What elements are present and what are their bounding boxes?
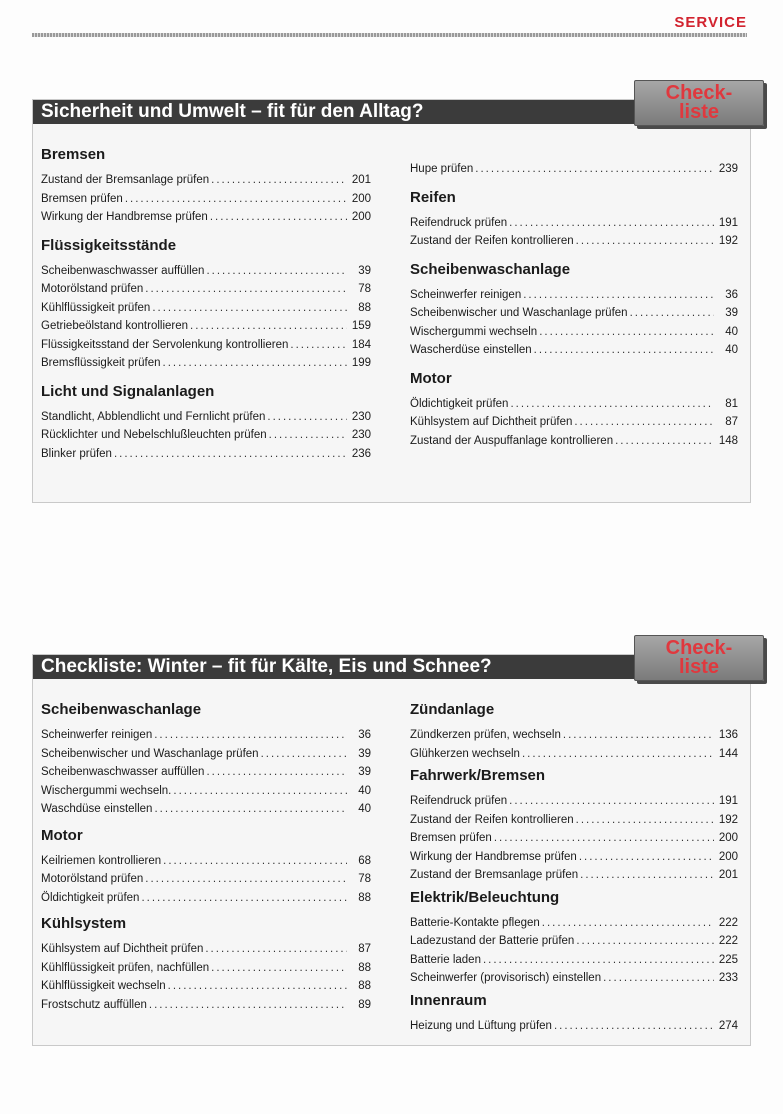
page-number: 199 xyxy=(351,357,371,369)
section xyxy=(41,237,371,373)
item-label: Wascherdüse einstellen xyxy=(410,344,532,356)
checklist-item xyxy=(410,304,738,323)
page-number: 40 xyxy=(725,344,738,356)
page-number: 201 xyxy=(718,869,738,881)
item-label: Zustand der Reifen kontrollieren xyxy=(410,813,574,826)
checklist-item xyxy=(41,782,371,801)
checklist-item xyxy=(410,848,738,867)
leader-dots xyxy=(522,745,714,764)
leader-dots xyxy=(267,408,347,427)
leader-dots xyxy=(206,763,347,782)
item-label: Batterie-Kontakte pflegen xyxy=(410,916,540,929)
page-number: 68 xyxy=(358,854,371,867)
page-number: 40 xyxy=(725,325,738,338)
section-heading: Scheibenwaschanlage xyxy=(41,701,202,718)
item-label: Wischergummi wechseln. xyxy=(41,784,172,797)
leader-dots xyxy=(114,445,347,464)
item-label: Zustand der Bremsanlage prüfen xyxy=(410,869,579,881)
page-number: 200 xyxy=(351,211,371,223)
checklist-item xyxy=(410,866,738,885)
checklist-item xyxy=(410,914,738,933)
checklist-item xyxy=(410,160,738,179)
leader-dots xyxy=(576,811,714,830)
leader-dots xyxy=(509,214,714,233)
item-label: Motorölstand prüfen xyxy=(41,873,144,885)
section-heading: Scheibenwaschanlage xyxy=(410,260,571,278)
page-number: 184 xyxy=(351,338,371,351)
page-number: 144 xyxy=(718,747,738,760)
page-number: 230 xyxy=(351,410,371,423)
item-label: Wischergummi wechseln xyxy=(410,325,538,338)
item-label: Scheibenwaschwasser auffüllen xyxy=(41,766,205,778)
leader-dots xyxy=(483,951,714,970)
page-number: 191 xyxy=(718,795,738,807)
page-number: 200 xyxy=(718,850,738,863)
checklist-item xyxy=(410,323,738,342)
leader-dots xyxy=(125,190,347,209)
page-number: 230 xyxy=(351,429,371,441)
page-number: 88 xyxy=(358,961,371,974)
checklist-item xyxy=(410,969,738,988)
page-number: 88 xyxy=(358,891,371,904)
page-number: 87 xyxy=(358,943,371,955)
leader-dots xyxy=(154,726,347,745)
leader-dots xyxy=(206,262,347,281)
section xyxy=(41,701,371,819)
checklist-item xyxy=(41,996,371,1015)
leader-dots xyxy=(539,323,714,342)
item-label: Getriebeölstand kontrollieren xyxy=(41,320,189,332)
page-number: 40 xyxy=(358,803,371,815)
leader-dots xyxy=(603,969,714,988)
left-column xyxy=(41,146,371,463)
leader-dots xyxy=(542,914,714,933)
leader-dots xyxy=(210,208,347,227)
item-label: Waschdüse einstellen xyxy=(41,803,153,815)
page-number: 36 xyxy=(358,729,371,741)
leader-dots xyxy=(149,996,347,1015)
checklist-item xyxy=(410,432,738,451)
leader-dots xyxy=(145,870,347,889)
checklist-item xyxy=(41,336,371,355)
checklist-badge xyxy=(634,80,764,126)
page-number: 136 xyxy=(718,729,738,741)
checklist-item xyxy=(410,726,738,745)
item-label: Bremsen prüfen xyxy=(410,832,492,844)
checklist-item xyxy=(41,852,371,871)
page-number: 200 xyxy=(718,832,738,844)
page-number: 191 xyxy=(718,216,738,229)
item-label: Kühlflüssigkeit wechseln xyxy=(41,980,166,992)
page-number: 40 xyxy=(358,784,371,797)
page-number: 39 xyxy=(725,307,738,319)
checklist-item xyxy=(410,951,738,970)
page-number: 192 xyxy=(718,813,738,826)
page-number: 201 xyxy=(351,174,371,186)
checklist-item xyxy=(41,745,371,764)
leader-dots xyxy=(290,336,347,355)
page-number: 81 xyxy=(725,397,738,410)
leader-dots xyxy=(475,160,714,179)
left-column xyxy=(41,701,371,1014)
page-number: 148 xyxy=(718,434,738,447)
section xyxy=(410,160,738,179)
item-label: Standlicht, Abblendlicht und Fernlicht prüfen xyxy=(41,410,266,423)
leader-dots xyxy=(163,354,347,373)
section xyxy=(41,827,371,908)
item-label: Zustand der Reifen kontrollieren xyxy=(410,235,574,247)
badge-line1: Check- xyxy=(665,82,733,104)
checklist-item xyxy=(41,940,371,959)
section-heading: Reifen xyxy=(410,188,456,206)
item-label: Reifendruck prüfen xyxy=(410,216,508,229)
page-number: 89 xyxy=(358,998,371,1011)
item-label: Frostschutz auffüllen xyxy=(41,998,147,1011)
checklist-item xyxy=(41,299,371,318)
page-number: 239 xyxy=(718,163,738,175)
page-number: 78 xyxy=(358,283,371,295)
item-label: Zustand der Bremsanlage prüfen xyxy=(41,174,210,186)
item-label: Zündkerzen prüfen, wechseln xyxy=(410,729,561,741)
section xyxy=(410,261,738,360)
item-label: Keilriemen kontrollieren xyxy=(41,854,162,867)
checklist-item xyxy=(41,977,371,996)
page-number: 222 xyxy=(718,935,738,947)
section xyxy=(410,767,738,885)
item-label: Kühlsystem auf Dichtheit prüfen xyxy=(410,416,573,428)
checklist-item xyxy=(410,214,738,233)
right-column xyxy=(410,701,738,1035)
section xyxy=(410,992,738,1036)
page-number: 222 xyxy=(718,916,738,929)
leader-dots xyxy=(190,317,347,336)
section-heading: Kühlsystem xyxy=(41,915,127,932)
leader-dots xyxy=(494,829,714,848)
leader-dots xyxy=(523,286,714,305)
page-number: 233 xyxy=(718,972,738,984)
item-label: Scheinwerfer (provisorisch) einstellen xyxy=(410,972,602,984)
service-header: SERVICE xyxy=(674,14,747,31)
page-number: 39 xyxy=(358,264,371,277)
checklist-badge xyxy=(634,635,764,681)
leader-dots xyxy=(576,232,714,251)
leader-dots xyxy=(574,413,714,432)
section xyxy=(410,889,738,988)
checklist-item xyxy=(41,870,371,889)
item-label: Scheibenwischer und Waschanlage prüfen xyxy=(410,307,628,319)
page-number: 88 xyxy=(358,980,371,992)
leader-dots xyxy=(211,171,347,190)
leader-dots xyxy=(211,959,347,978)
leader-dots xyxy=(145,280,347,299)
checklist-item xyxy=(41,280,371,299)
item-label: Kühlflüssigkeit prüfen xyxy=(41,301,151,314)
item-label: Reifendruck prüfen xyxy=(410,795,508,807)
checklist-panel-winter xyxy=(32,637,751,1046)
item-label: Blinker prüfen xyxy=(41,447,112,460)
leader-dots xyxy=(615,432,714,451)
checklist-item xyxy=(41,426,371,445)
leader-dots xyxy=(163,852,347,871)
leader-dots xyxy=(509,792,714,811)
checklist-item xyxy=(41,262,371,281)
item-label: Kühlflüssigkeit prüfen, nachfüllen xyxy=(41,961,210,974)
checklist-panel-safety xyxy=(32,82,751,503)
panel-title: Sicherheit und Umwelt – fit für den Alltag? xyxy=(33,100,750,124)
section-heading: Motor xyxy=(410,369,452,387)
leader-dots xyxy=(154,800,347,819)
section xyxy=(410,701,738,763)
page-number: 88 xyxy=(358,301,371,314)
section-heading: Flüssigkeitsstände xyxy=(41,236,177,254)
section-heading: Elektrik/Beleuchtung xyxy=(410,888,560,906)
panel-title: Checkliste: Winter – fit für Kälte, Eis und Schnee? xyxy=(33,655,750,679)
leader-dots xyxy=(168,977,347,996)
section xyxy=(410,189,738,251)
checklist-item xyxy=(41,354,371,373)
item-label: Ladezustand der Batterie prüfen xyxy=(410,935,575,947)
leader-dots xyxy=(534,341,714,360)
item-label: Heizung und Lüftung prüfen xyxy=(410,1019,552,1032)
page-number: 159 xyxy=(351,320,371,332)
leader-dots xyxy=(269,426,347,445)
page-number: 39 xyxy=(358,766,371,778)
leader-dots xyxy=(141,889,347,908)
section xyxy=(410,370,738,451)
section-heading: Zündanlage xyxy=(410,701,495,718)
checklist-item xyxy=(41,317,371,336)
leader-dots xyxy=(205,940,347,959)
checklist-item xyxy=(41,208,371,227)
item-label: Kühlsystem auf Dichtheit prüfen xyxy=(41,943,204,955)
right-column xyxy=(410,160,738,450)
section-heading: Licht und Signalanlagen xyxy=(41,382,215,400)
checklist-item xyxy=(41,408,371,427)
leader-dots xyxy=(554,1017,714,1036)
checklist-item xyxy=(41,763,371,782)
checklist-item xyxy=(41,190,371,209)
leader-dots xyxy=(580,866,714,885)
leader-dots xyxy=(579,848,714,867)
checklist-item xyxy=(41,171,371,190)
page-number: 274 xyxy=(718,1019,738,1032)
leader-dots xyxy=(563,726,714,745)
section-heading: Innenraum xyxy=(410,991,487,1009)
item-label: Scheinwerfer reinigen xyxy=(410,288,522,301)
checklist-item xyxy=(410,286,738,305)
page-number: 78 xyxy=(358,873,371,885)
item-label: Scheibenwaschwasser auffüllen xyxy=(41,264,205,277)
item-label: Öldichtigkeit prüfen xyxy=(41,891,140,904)
section xyxy=(41,383,371,464)
checklist-item xyxy=(410,395,738,414)
checklist-item xyxy=(410,792,738,811)
leader-dots xyxy=(261,745,347,764)
page-number: 36 xyxy=(725,288,738,301)
item-label: Zustand der Auspuffanlage kontrollieren xyxy=(410,434,614,447)
page-number: 200 xyxy=(351,192,371,205)
page-number: 225 xyxy=(718,953,738,966)
item-label: Bremsen prüfen xyxy=(41,192,123,205)
checklist-item xyxy=(41,726,371,745)
item-label: Bremsflüssigkeit prüfen xyxy=(41,357,161,369)
page-number: 192 xyxy=(718,235,738,247)
leader-dots xyxy=(152,299,347,318)
leader-dots xyxy=(630,304,714,323)
page-number: 87 xyxy=(725,416,738,428)
item-label: Glühkerzen wechseln xyxy=(410,747,520,760)
checklist-item xyxy=(410,745,738,764)
section-heading: Fahrwerk/Bremsen xyxy=(410,767,546,784)
item-label: Wirkung der Handbremse prüfen xyxy=(410,850,577,863)
checklist-item xyxy=(410,232,738,251)
item-label: Scheibenwischer und Waschanlage prüfen xyxy=(41,747,259,760)
page-number: 39 xyxy=(358,747,371,760)
leader-dots xyxy=(173,782,347,801)
checklist-item xyxy=(410,413,738,432)
item-label: Hupe prüfen xyxy=(410,163,474,175)
badge-line2: liste xyxy=(678,656,720,678)
checklist-item xyxy=(410,341,738,360)
checklist-item xyxy=(41,800,371,819)
leader-dots xyxy=(576,932,714,951)
checklist-item xyxy=(410,1017,738,1036)
checklist-item xyxy=(410,932,738,951)
checklist-item xyxy=(41,889,371,908)
checklist-item xyxy=(41,445,371,464)
item-label: Batterie laden xyxy=(410,953,481,966)
item-label: Flüssigkeitsstand der Servolenkung kontrollieren xyxy=(41,338,289,351)
header-rule xyxy=(32,33,747,37)
section-heading: Bremsen xyxy=(41,146,106,163)
leader-dots xyxy=(510,395,714,414)
badge-line1: Check- xyxy=(665,637,733,659)
checklist-item xyxy=(41,959,371,978)
item-label: Rücklichter und Nebelschlußleuchten prüfen xyxy=(41,429,267,441)
badge-line2: liste xyxy=(678,101,720,123)
item-label: Motorölstand prüfen xyxy=(41,283,144,295)
checklist-item xyxy=(410,829,738,848)
section-heading: Motor xyxy=(41,826,83,844)
section xyxy=(41,146,371,227)
page-number: 236 xyxy=(351,447,371,460)
item-label: Scheinwerfer reinigen xyxy=(41,729,153,741)
section xyxy=(41,915,371,1014)
item-label: Öldichtigkeit prüfen xyxy=(410,397,509,410)
item-label: Wirkung der Handbremse prüfen xyxy=(41,211,208,223)
checklist-item xyxy=(410,811,738,830)
